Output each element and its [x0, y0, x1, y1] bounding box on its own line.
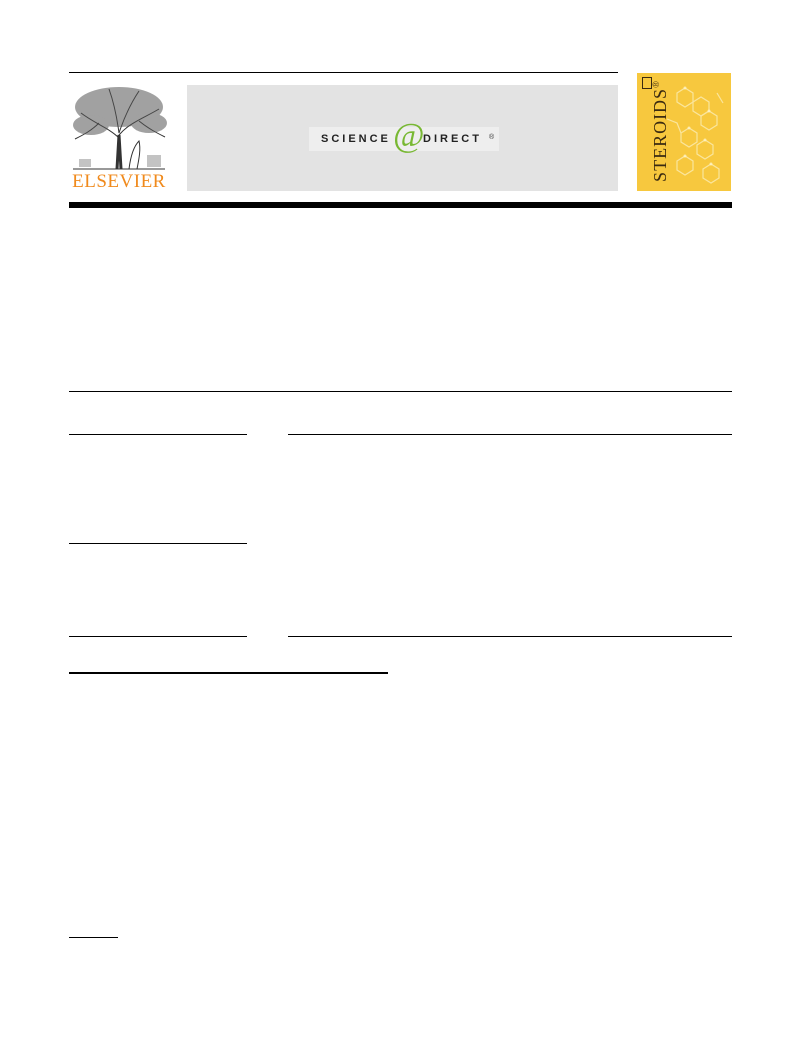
journal-title-superscript: ® — [651, 80, 661, 88]
section-heading-rule — [69, 672, 388, 674]
article-info-bottom-rule — [69, 636, 247, 637]
journal-cover — [637, 73, 731, 191]
journal-cover-title — [646, 76, 670, 186]
keywords-rule — [69, 543, 247, 544]
tree-emblem-icon — [69, 83, 169, 171]
abstract-top-rule — [288, 434, 732, 435]
registered-mark: ® — [489, 134, 495, 141]
article-info-top-rule — [69, 434, 247, 435]
footnote-separator — [69, 937, 118, 938]
header-top-rule — [69, 72, 618, 73]
journal-title-text: STEROIDS — [650, 87, 670, 182]
sciencedirect-logo — [309, 117, 499, 154]
title-block-rule — [69, 391, 732, 392]
sciencedirect-banner — [187, 85, 618, 191]
sciencedirect-direct-text: DIRECT — [423, 133, 482, 145]
abstract-bottom-rule — [288, 636, 732, 637]
sciencedirect-science-text: SCIENCE — [321, 133, 391, 145]
at-symbol-icon: @ — [393, 117, 425, 154]
header-thick-rule — [69, 202, 732, 208]
elsevier-wordmark: ELSEVIER — [72, 171, 166, 192]
elsevier-logo — [69, 83, 169, 193]
